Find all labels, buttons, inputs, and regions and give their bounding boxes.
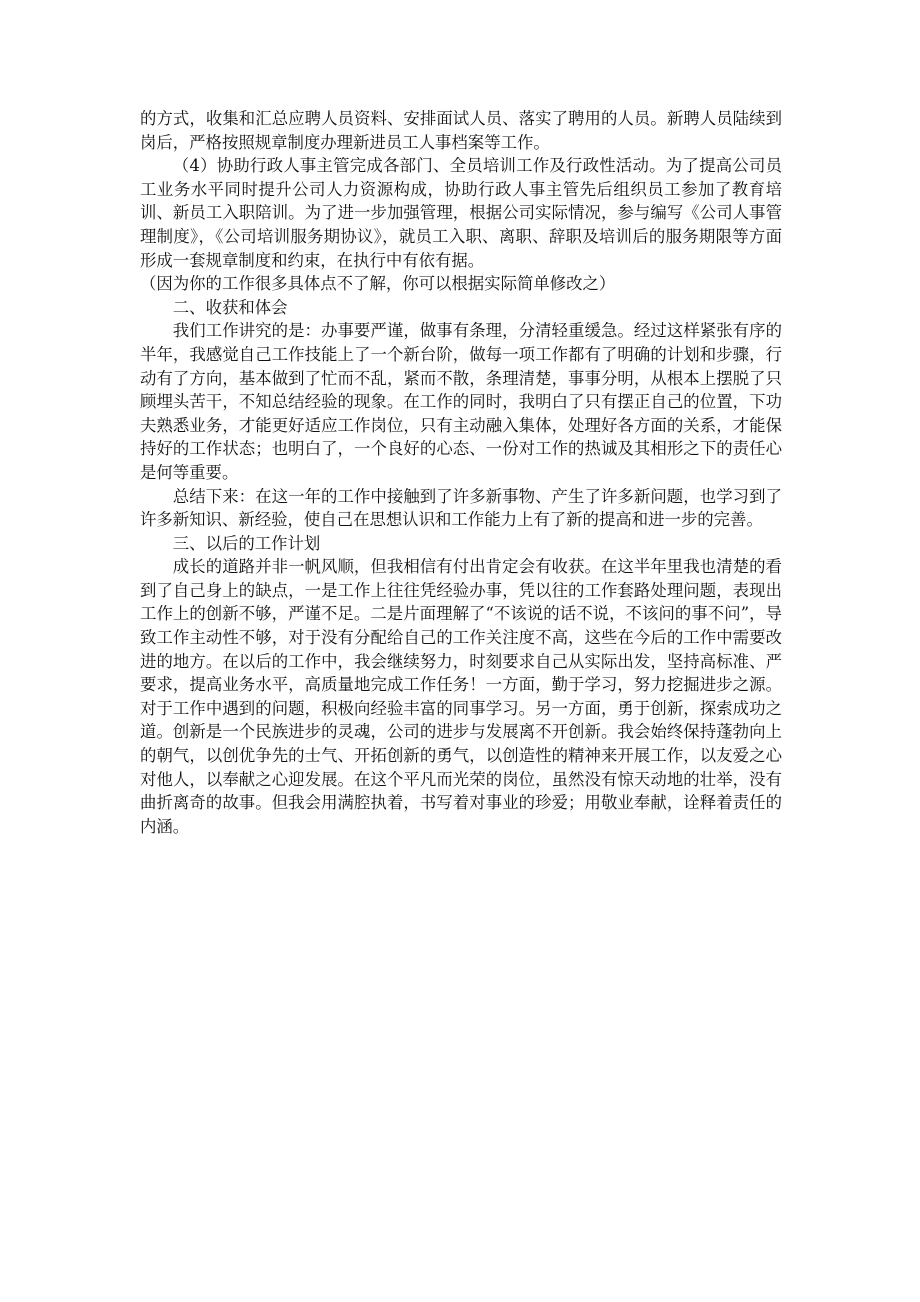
paragraph-gains-1: 我们工作讲究的是：办事要严谨，做事有条理，分清轻重缓急。经过这样紧张有序的半年，我感觉自己工作技能上了一个新台阶，做每一项工作都有了明确的计划和步骤，行动有了方向，基本做到了忙而不乱，紧而不散，条理清楚，事事分明，从根本上摆脱了只顾埋头苦干，不知总结经验的现象。在工作的同时，我明白了只有摆正自己的位置，下功夫熟悉业务，才能更好适应工作岗位，只有主动融入集体，处理好各方面的关系，才能保持好的工作状态；也明白了，一个良好的心态、一份对工作的热诚及其相形之下的责任心是何等重要。 (140, 321, 782, 482)
section-heading-gains: 二、收获和体会 (172, 297, 288, 317)
paragraph-plan-1: 成长的道路并非一帆风顺，但我相信有付出肯定会有收获。在这半年里我也清楚的看到了自己身上的缺点，一是工作上往往凭经验办事，凭以往的工作套路处理问题，表现出工作上的创新不够，严谨不足。二是片面理解了“不该说的话不说，不该问的事不问”，导致工作主动性不够，对于没有分配给自己的工作关注度不高，这些在今后的工作中需要改进的地方。在以后的工作中，我会继续努力，时刻要求自己从实际出发，坚持高标准、严要求，提高业务水平，高质量地完成工作任务！一方面，勤于学习，努力挖掘进步之源。对于工作中遇到的问题，积极向经验丰富的同事学习。另一方面，勇于创新，探索成功之道。创新是一个民族进步的灵魂，公司的进步与发展离不开创新。我会始终保持蓬勃向上的朝气，以创优争先的士气、开拓创新的勇气，以创造性的精神来开展工作，以友爱之心对他人，以奉献之心迎发展。在这个平凡而光荣的岗位，虽然没有惊天动地的壮举，没有曲折离奇的故事。但我会用满腔执着，书写着对事业的珍爱；用敬业奉献，诠释着责任的内涵。 (140, 557, 782, 836)
section-heading-plan: 三、以后的工作计划 (172, 533, 321, 553)
document-body (140, 107, 782, 838)
paragraph-continued-recruitment: 的方式，收集和汇总应聘人员资料、安排面试人员、落实了聘用的人员。新聘人员陆续到岗后，严格按照规章制度办理新进员工人事档案等工作。 (140, 109, 782, 152)
paragraph-gains-2: 总结下来：在这一年的工作中接触到了许多新事物、产生了许多新问题，也学习到了许多新知识、新经验，使自己在思想认识和工作能力上有了新的提高和进一步的完善。 (140, 486, 782, 530)
paragraph-note: （因为你的工作很多具体点不了解，你可以根据实际简单修改之） (140, 274, 616, 294)
paragraph-item-4: （4）协助行政人事主管完成各部门、全员培训工作及行政性活动。为了提高公司员工业务水平同时提升公司人力资源构成，协助行政人事主管先后组织员工参加了教育培训、新员工入职陪训。为了进一步加强管理，根据公司实际情况，参与编写《公司人事管理制度》，《公司培训服务期协议》，就员工入职、离职、辞职及培训后的服务期限等方面形成一套规章制度和约束，在执行中有依有据。 (140, 156, 782, 270)
